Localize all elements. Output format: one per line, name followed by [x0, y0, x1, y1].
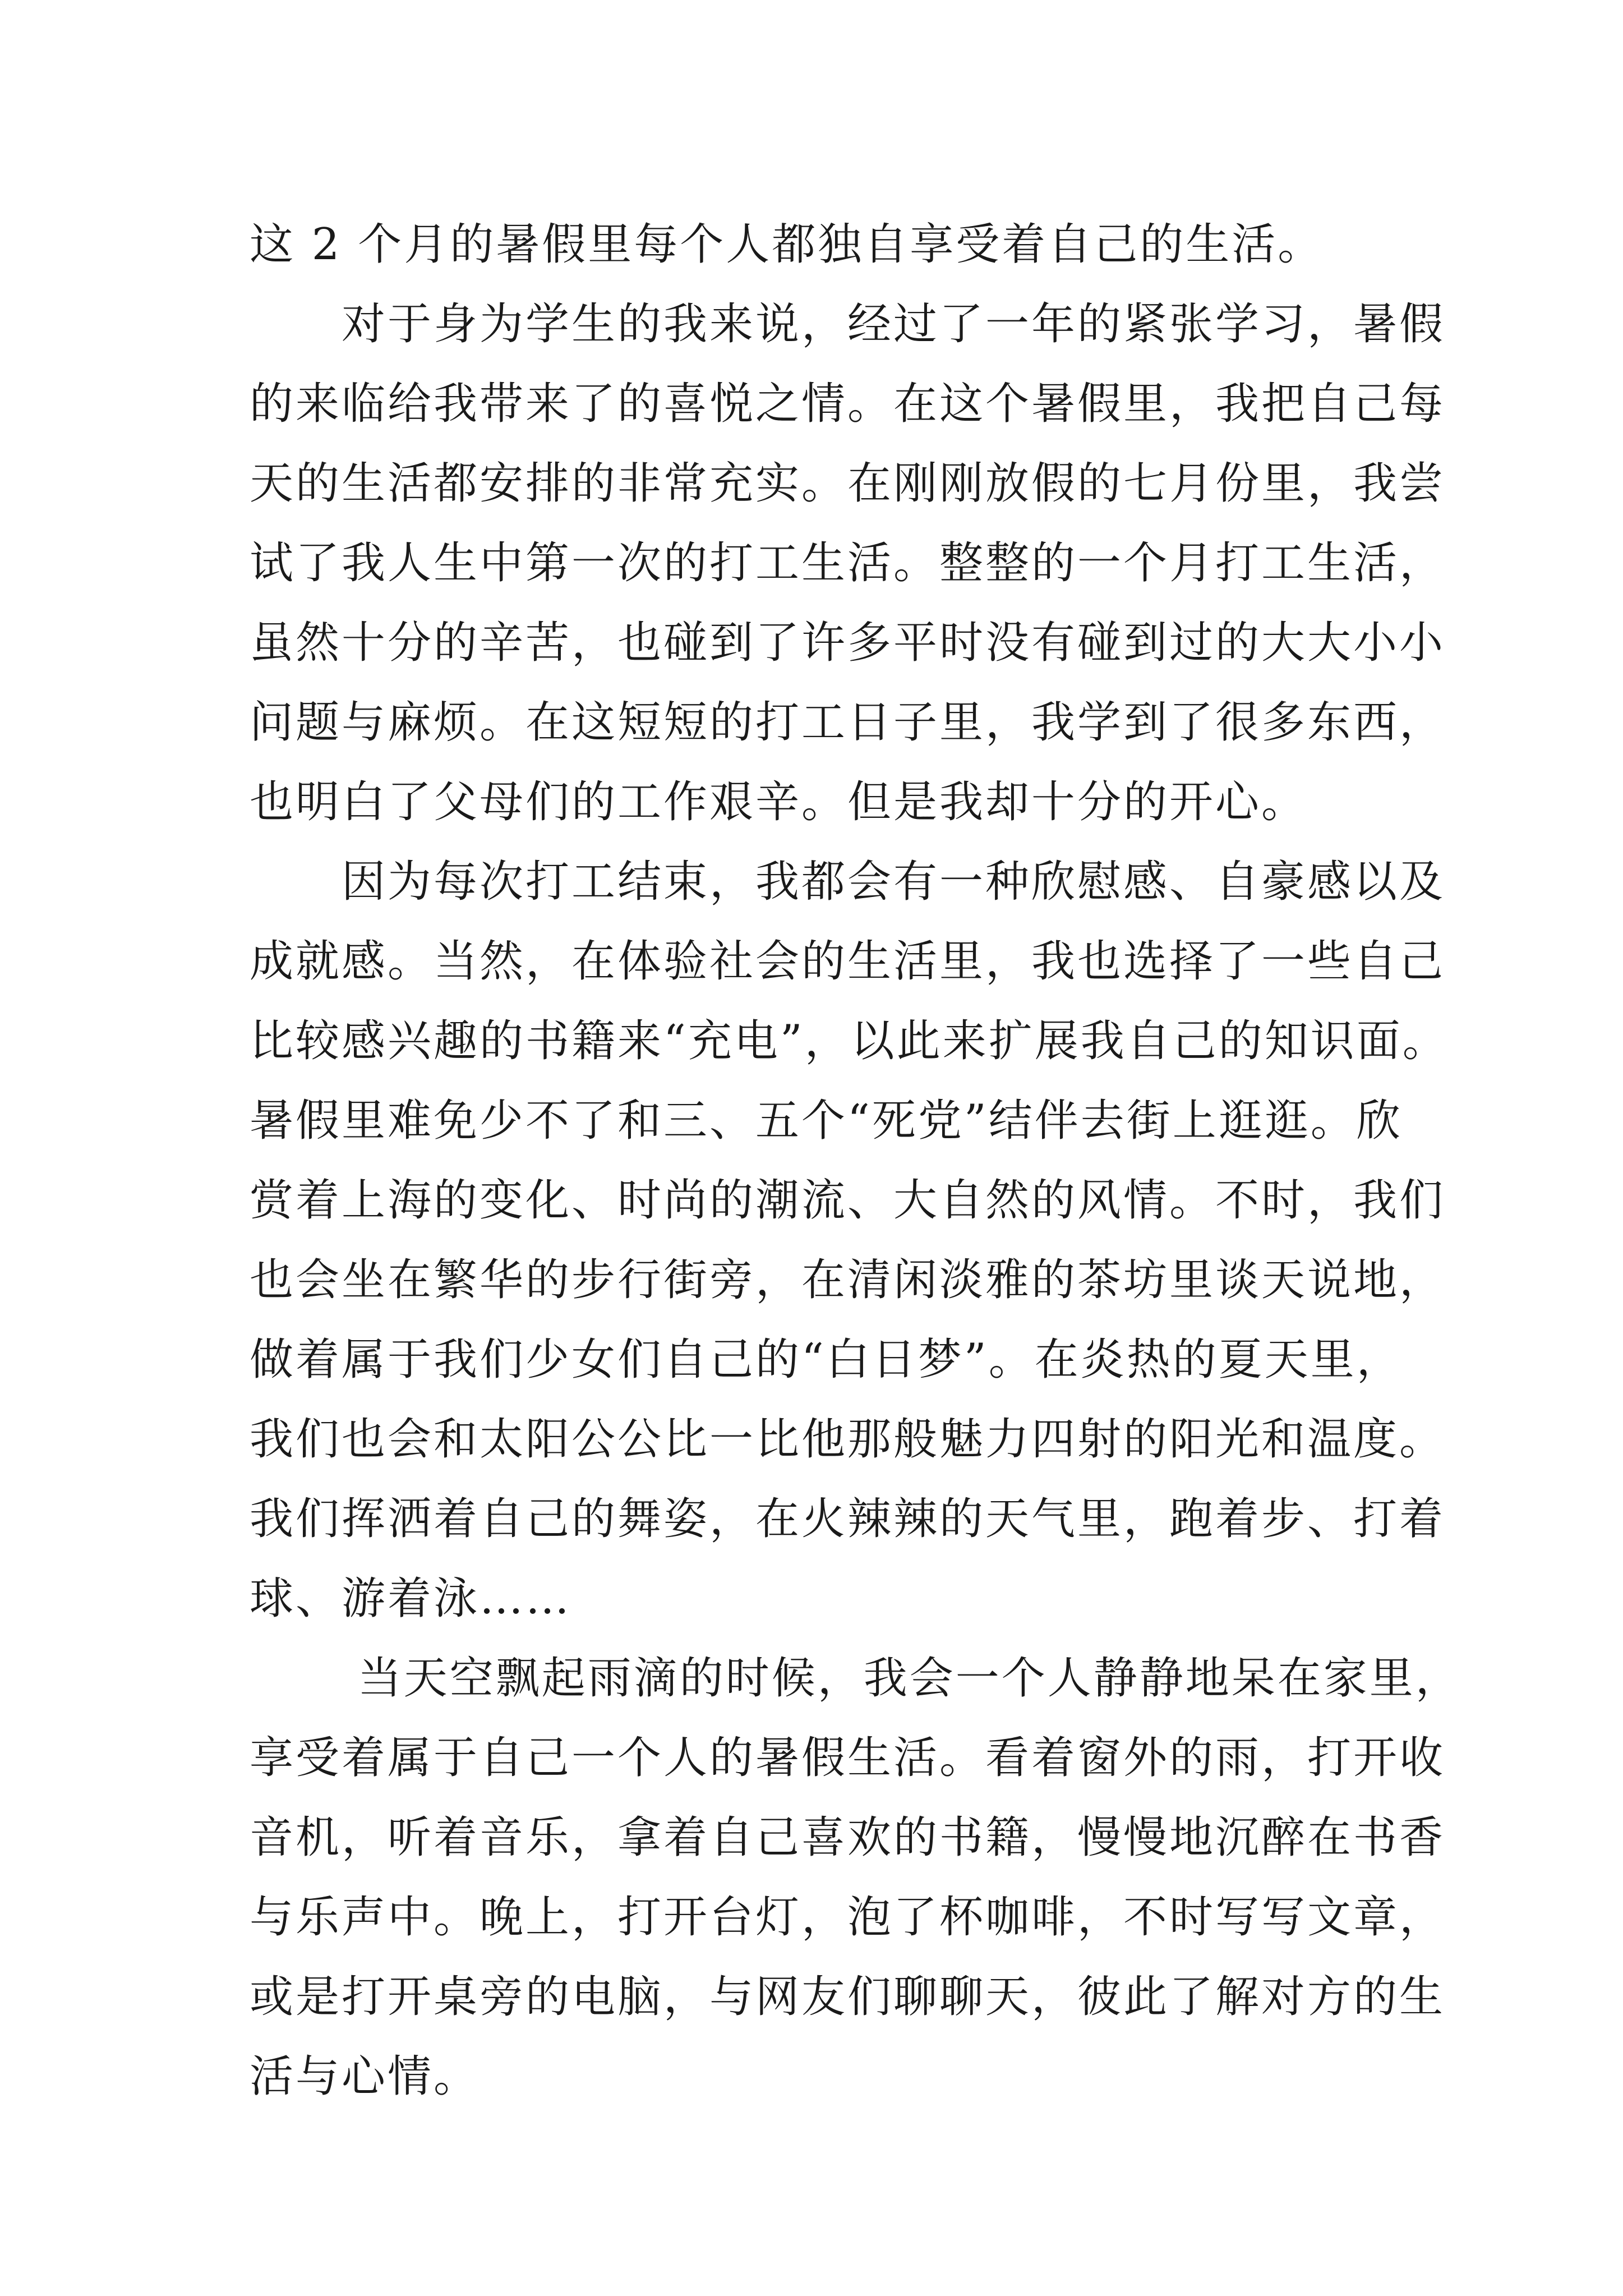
- text-line: 享受着属于自己一个人的暑假生活。看着窗外的雨，打开收: [250, 1733, 1446, 1783]
- text-line: 的来临给我带来了的喜悦之情。在这个暑假里，我把自己每: [250, 379, 1446, 429]
- text-line: 球、游着泳……: [250, 1573, 572, 1624]
- text-line: 与乐声中。晚上，打开台灯，泡了杯咖啡，不时写写文章，: [250, 1892, 1446, 1943]
- text-line: 问题与麻烦。在这短短的打工日子里，我学到了很多东西，: [250, 697, 1446, 748]
- document-body: [250, 205, 1461, 2116]
- text-line: 我们也会和太阳公公比一比他那般魅力四射的阳光和温度。: [250, 1414, 1446, 1465]
- text-line: 活与心情。: [250, 2051, 480, 2102]
- text-line: 也明白了父母们的工作艰辛。但是我却十分的开心。: [250, 777, 1308, 827]
- text-line: 虽然十分的辛苦，也碰到了许多平时没有碰到过的大大小小: [250, 618, 1446, 668]
- text-line: 比较感兴趣的书籍来“充电”，以此来扩展我自己的知识面。: [250, 1016, 1449, 1066]
- text-line: 这 2 个月的暑假里每个人都独自享受着自己的生活。: [250, 219, 1324, 270]
- text-line: 或是打开桌旁的电脑，与网友们聊聊天，彼此了解对方的生: [250, 1972, 1446, 2022]
- text-line: 试了我人生中第一次的打工生活。整整的一个月打工生活，: [250, 538, 1446, 588]
- text-line: 天的生活都安排的非常充实。在刚刚放假的七月份里，我尝: [250, 458, 1446, 509]
- text-line: 赏着上海的变化、时尚的潮流、大自然的风情。不时，我们: [250, 1175, 1446, 1226]
- text-line: 成就感。当然，在体验社会的生活里，我也选择了一些自己: [250, 936, 1446, 987]
- text-line: 我们挥洒着自己的舞姿，在火辣辣的天气里，跑着步、打着: [250, 1494, 1446, 1544]
- text-line: 也会坐在繁华的步行街旁，在清闲淡雅的茶坊里谈天说地，: [250, 1255, 1446, 1305]
- text-line: 对于身为学生的我来说，经过了一年的紧张学习，暑假: [250, 299, 1446, 349]
- text-line: 暑假里难免少不了和三、五个“死党”结伴去街上逛逛。欣: [250, 1096, 1403, 1146]
- text-line: 因为每次打工结束，我都会有一种欣慰感、自豪感以及: [250, 857, 1446, 907]
- text-line: 音机，听着音乐，拿着自己喜欢的书籍，慢慢地沉醉在书香: [250, 1812, 1446, 1863]
- text-line: 做着属于我们少女们自己的“白日梦”。在炎热的夏天里，: [250, 1335, 1403, 1385]
- text-line: 当天空飘起雨滴的时候，我会一个人静静地呆在家里，: [250, 1653, 1461, 1704]
